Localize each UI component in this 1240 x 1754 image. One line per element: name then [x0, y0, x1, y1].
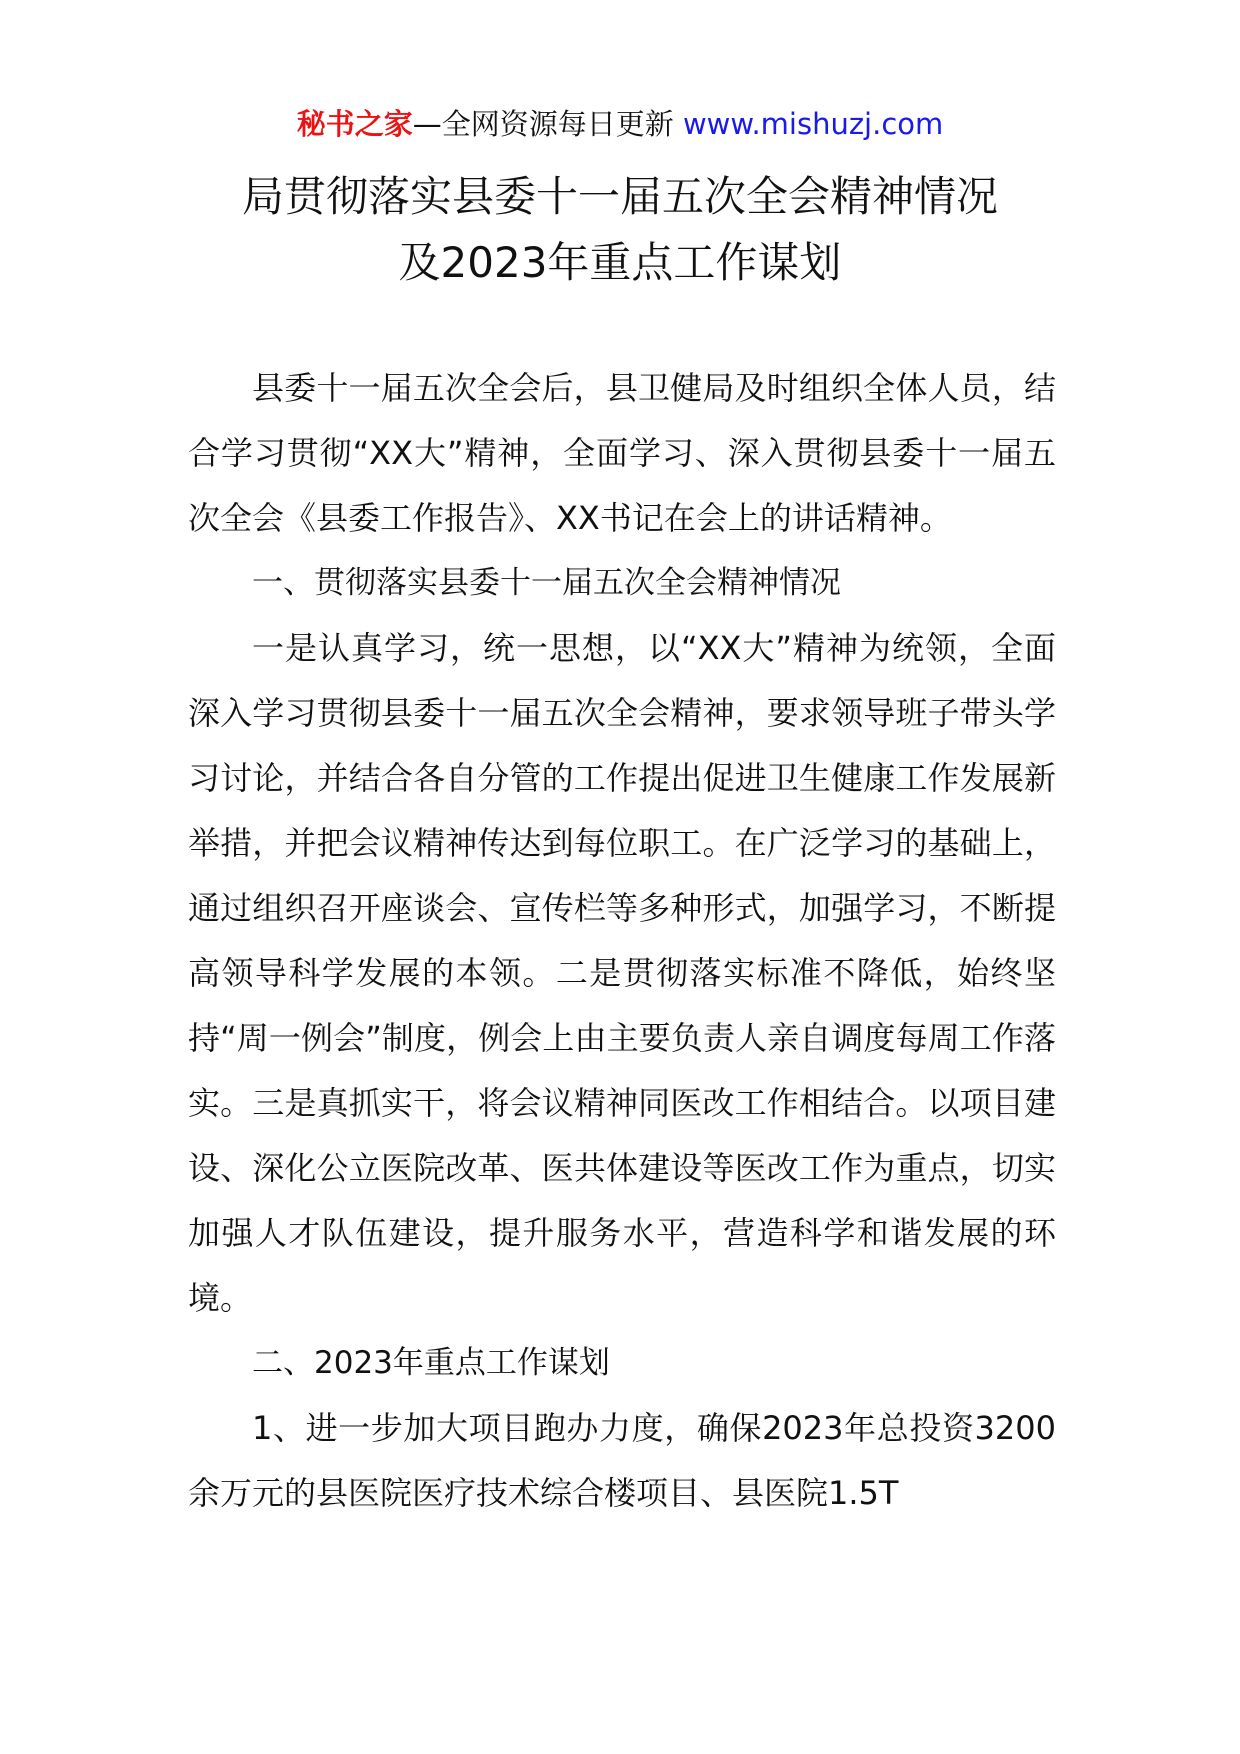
header-tagline: —全网资源每日更新 — [412, 107, 674, 141]
section-heading-1: 一、贯彻落实县委十一届五次全会精神情况 — [252, 565, 841, 601]
title-line-1: 局贯彻落实县委十一届五次全会精神情况 — [241, 172, 998, 221]
section-2-item-1: 1、进一步加大项目跑办力度，确保2023年总投资3200余万元的县医院医疗技术综合楼项目、县医院1.5T — [188, 1409, 1056, 1512]
document-title — [0, 164, 1240, 296]
site-url-link[interactable]: www.mishuzj.com — [682, 107, 944, 141]
document-body — [188, 356, 1056, 1526]
site-header-banner — [0, 104, 1240, 144]
section-heading-2: 二、2023年重点工作谋划 — [252, 1345, 610, 1381]
section-1-paragraph: 一是认真学习，统一思想，以“XX大”精神为统领，全面深入学习贯彻县委十一届五次全会精神，要求领导班子带头学习讨论，并结合各自分管的工作提出促进卫生健康工作发展新举措，并把会议精神传达到每位职工。在广泛学习的基础上，通过组织召开座谈会、宣传栏等多种形式，加强学习，不断提高领导科学发展的本领。二是贯彻落实标准不降低，始终坚持“周一例会”制度，例会上由主要负责人亲自调度每周工作落实。三是真抓实干，将会议精神同医改工作相结合。以项目建设、深化公立医院改革、医共体建设等医改工作为重点，切实加强人才队伍建设，提升服务水平，营造科学和谐发展的环境。 — [188, 629, 1056, 1317]
title-line-2: 及2023年重点工作谋划 — [398, 238, 842, 287]
intro-paragraph: 县委十一届五次全会后，县卫健局及时组织全体人员，结合学习贯彻“XX大”精神，全面学习、深入贯彻县委十一届五次全会《县委工作报告》、XX书记在会上的讲话精神。 — [188, 369, 1056, 537]
brand-name: 秘书之家 — [296, 107, 413, 141]
